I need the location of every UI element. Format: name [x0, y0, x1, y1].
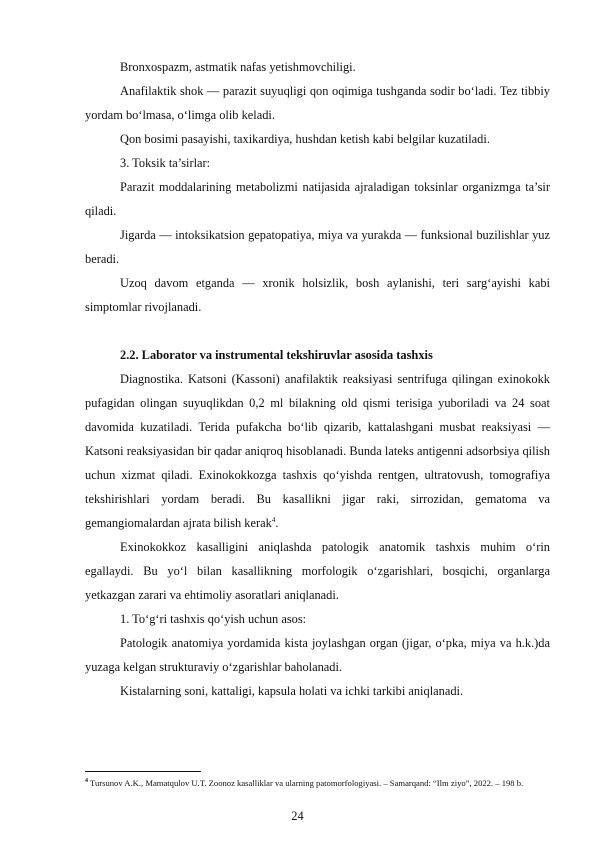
page-number: 24 [291, 809, 304, 823]
diagnostics-text: Diagnostika. Katsoni (Kassoni) anafilaktik reaksiyasi sentrifuga qilingan exinokokk pufagidan olingan suyuqlikdan 0,2 ml bilakning old qismi terisiga yuboriladi va 24 soat davomida kuzatiladi. Terida pufakcha bo‘lib qizarib, kattalashgani musbat reaksiyasi — Katsoni reaksiyasidan bir qadar aniqroq hisoblanadi. Bunda lateks antigenni adsorbsiya qilish uchun xizmat qiladi. Exinokokkozga tashxis qo‘yishda rentgen, ultratovush, tomografiya tekshirishlari yordam beradi. Bu kasallikni jigar raki, sirrozidan, gematoma va gemangiomalardan ajrata bilish kerak [85, 372, 550, 530]
footnote-reference[interactable]: 4 [271, 515, 276, 524]
footnote [85, 776, 550, 791]
section-heading: 2.2. Laborator va instrumental tekshiruvlar asosida tashxis [120, 348, 433, 362]
paragraph-anaphylactic-shock: Anafilaktik shok — parazit suyuqligi qon oqimiga tushganda sodir bo‘ladi. Tez tibbiy yordam bo‘lmasa, o‘limga olib keladi. [85, 84, 550, 122]
footnote-marker: 4 [85, 778, 88, 785]
paragraph-cysts: Kistalarning soni, kattaligi, kapsula holati va ichki tarkibi aniqlanadi. [120, 684, 464, 698]
paragraph-pathologic-diagnosis: Exinokokkoz kasalligini aniqlashda patologik anatomik tashxis muhim o‘rin egallaydi. Bu yo‘l bilan kasallikning morfologik o‘zgarishlari, bosqichi, organlarga yetkazgan zarari va ehtimoliy asoratlari aniqlanadi. [85, 540, 550, 602]
footnote-text: Tursunov A.K., Mamatqulov U.T. Zoonoz kasalliklar va ularning patomorfologiyasi. – Samarqand: “Ilm ziyo”, 2022. – 198 b. [90, 778, 524, 788]
paragraph-basis-title: 1. To‘g‘ri tashxis qo‘yish uchun asos: [120, 612, 307, 626]
paragraph-pathologic-anatomy: Patologik anatomiya yordamida kista joylashgan organ (jigar, o‘pka, miya va h.k.)da yuzaga kelgan strukturaviy o‘zgarishlar baholanadi. [85, 636, 550, 674]
paragraph-toxic-effects-title: 3. Toksik ta’sirlar: [120, 156, 211, 170]
spacer [85, 319, 550, 343]
paragraph-toxins: Parazit moddalarining metabolizmi natijasida ajraladigan toksinlar organizmga ta’sir qiladi. [85, 180, 550, 218]
footnote-separator [85, 771, 201, 772]
paragraph-liver-brain-heart: Jigarda — intoksikatsion gepatopatiya, miya va yurakda — funksional buzilishlar yuz beradi. [85, 228, 550, 266]
paragraph-chronic-symptoms: Uzoq davom etganda — xronik holsizlik, bosh aylanishi, teri sarg‘ayishi kabi simptomlar rivojlanadi. [85, 276, 550, 314]
paragraph-diagnostics: Diagnostika. Katsoni (Kassoni) anafilaktik reaksiyasi sentrifuga qilingan exinokokk pufagidan olingan suyuqlikdan 0,2 ml bilakning old qismi terisiga yuboriladi va 24 soat davomida kuzatiladi. Terida pufakcha bo‘lib qizarib, kattalashgani musbat reaksiyasi — Katsoni reaksiyasidan bir qadar aniqroq hisoblanadi. Bunda lateks antigenni adsorbsiya qilish uchun xizmat qiladi. Exinokokkozga tashxis qo‘yishda rentgen, ultratovush, tomografiya tekshirishlari yordam beradi. Bu kasallikni jigar raki, sirrozidan, gematoma va gemangiomalardan ajrata bilish kerak$^4$. [85, 372, 550, 530]
body-text [85, 55, 550, 703]
paragraph-bronchospasm: Bronxospazm, astmatik nafas yetishmovchiligi. [120, 60, 356, 74]
paragraph-blood-pressure: Qon bosimi pasayishi, taxikardiya, hushdan ketish kabi belgilar kuzatiladi. [120, 132, 490, 146]
